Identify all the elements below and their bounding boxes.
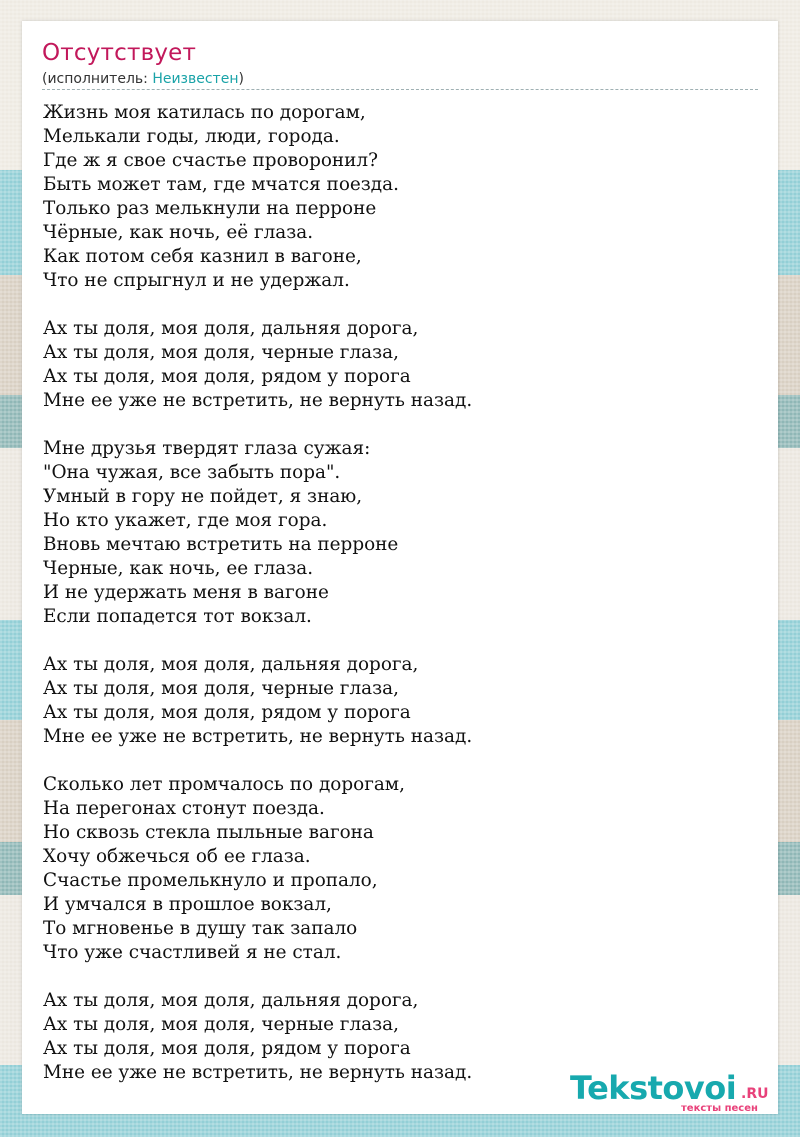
logo-tagline: тексты песен: [681, 1103, 758, 1114]
lyrics-stanza: [43, 653, 763, 749]
artist-link[interactable]: Неизвестен: [152, 71, 239, 87]
site-logo[interactable]: [570, 1069, 775, 1114]
lyrics-line: Где ж я свое счастье проворонил?: [43, 150, 378, 171]
lyrics-line: И умчался в прошлое вокзал,: [43, 894, 332, 915]
lyrics-line: Ах ты доля, моя доля, черные глаза,: [43, 342, 399, 363]
lyrics-line: Мне ее уже не встретить, не вернуть назад.: [43, 390, 473, 411]
lyrics-line: Но сквозь стекла пыльные вагона: [43, 822, 374, 843]
logo-name: Tekstovoi: [570, 1069, 737, 1107]
lyrics-line: То мгновенье в душу так запало: [43, 918, 358, 939]
lyrics-card: [22, 21, 778, 1114]
lyrics-line: Что не спрыгнул и не удержал.: [43, 270, 350, 291]
lyrics-line: Ах ты доля, моя доля, рядом у порога: [43, 366, 411, 387]
lyrics-line: На перегонах стонут поезда.: [43, 798, 325, 819]
lyrics-line: Вновь мечтаю встретить на перроне: [43, 534, 399, 555]
lyrics-line: Черные, как ночь, ее глаза.: [43, 558, 314, 579]
lyrics-line: Мне друзья твердят глаза сужая:: [43, 438, 371, 459]
lyrics-line: Жизнь моя катилась по дорогам,: [43, 102, 366, 123]
song-title: Отсутствует: [42, 40, 197, 66]
lyrics-line: И не удержать меня в вагоне: [43, 582, 329, 603]
lyrics-line: Умный в гору не пойдет, я знаю,: [43, 486, 363, 507]
lyrics-line: Мне ее уже не встретить, не вернуть назад.: [43, 726, 473, 747]
lyrics-line: Чёрные, как ночь, её глаза.: [43, 222, 314, 243]
lyrics-stanza: [43, 317, 763, 413]
artist-suffix: ): [238, 71, 244, 87]
lyrics-line: Что уже счастливей я не стал.: [43, 942, 342, 963]
lyrics-line: Мне ее уже не встретить, не вернуть назад.: [43, 1062, 473, 1083]
lyrics-line: Хочу обжечься об ее глаза.: [43, 846, 311, 867]
lyrics-line: Счастье промелькнуло и пропало,: [43, 870, 378, 891]
lyrics-line: Ах ты доля, моя доля, черные глаза,: [43, 1014, 399, 1035]
lyrics-line: Как потом себя казнил в вагоне,: [43, 246, 362, 267]
lyrics-line: "Она чужая, все забыть пора".: [43, 462, 341, 483]
lyrics-stanza: [43, 773, 763, 965]
artist-prefix: (исполнитель:: [42, 71, 153, 87]
lyrics-stanza: [43, 101, 763, 293]
lyrics-line: Ах ты доля, моя доля, дальняя дорога,: [43, 318, 419, 339]
lyrics-line: Но кто укажет, где моя гора.: [43, 510, 328, 531]
lyrics-stanza: [43, 437, 763, 629]
lyrics-body: [43, 101, 763, 1109]
title-divider: [42, 89, 758, 90]
logo-tld: .RU: [741, 1086, 769, 1102]
lyrics-line: Сколько лет промчалось по дорогам,: [43, 774, 405, 795]
lyrics-line: Мелькали годы, люди, города.: [43, 126, 340, 147]
artist-line: [42, 71, 244, 87]
lyrics-line: Быть может там, где мчатся поезда.: [43, 174, 399, 195]
lyrics-line: Ах ты доля, моя доля, рядом у порога: [43, 702, 411, 723]
lyrics-line: Только раз мелькнули на перроне: [43, 198, 377, 219]
lyrics-line: Если попадется тот вокзал.: [43, 606, 312, 627]
lyrics-line: Ах ты доля, моя доля, рядом у порога: [43, 1038, 411, 1059]
lyrics-line: Ах ты доля, моя доля, черные глаза,: [43, 678, 399, 699]
lyrics-line: Ах ты доля, моя доля, дальняя дорога,: [43, 654, 419, 675]
lyrics-line: Ах ты доля, моя доля, дальняя дорога,: [43, 990, 419, 1011]
